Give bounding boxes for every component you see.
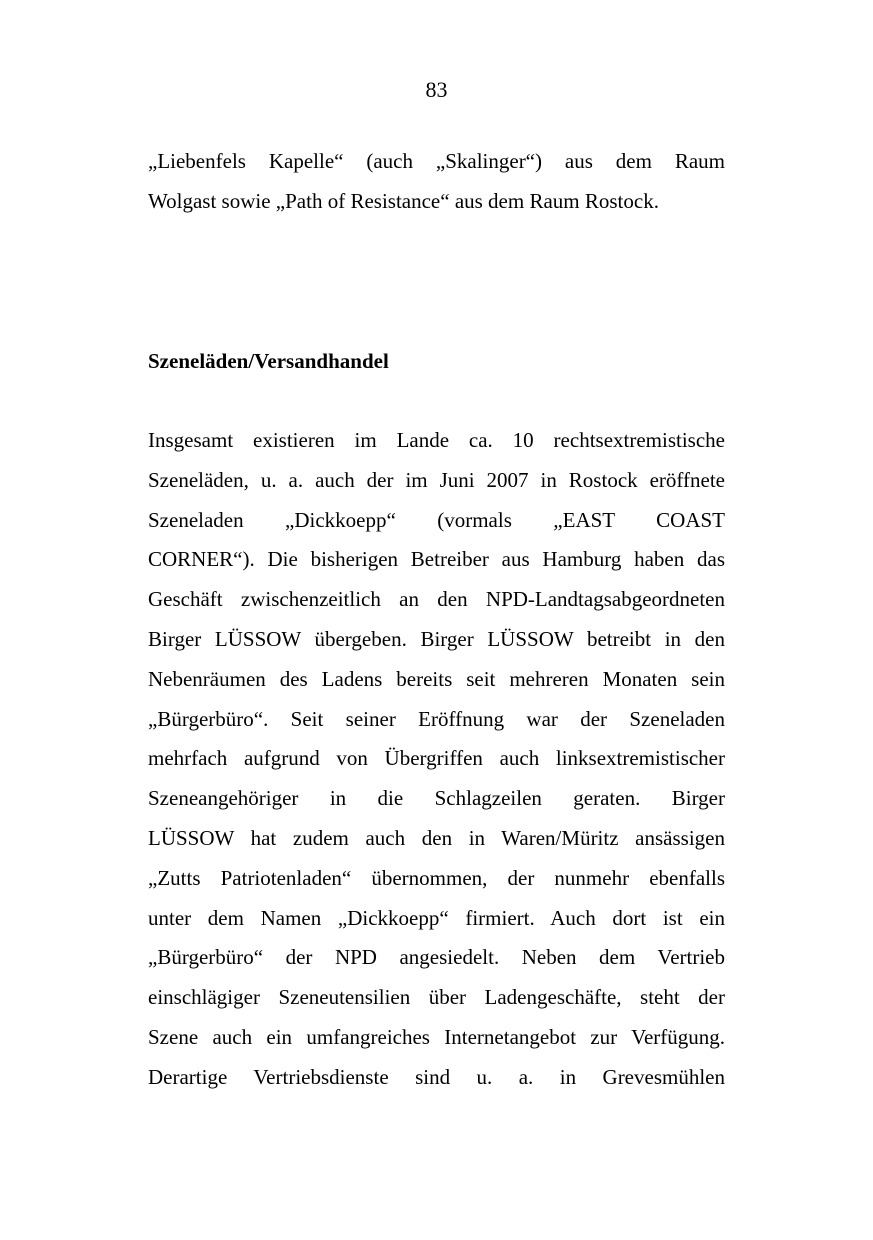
- text-line: Nebenräumen des Ladens bereits seit mehreren Monaten sein: [148, 666, 725, 691]
- text-line: „Zutts Patriotenladen“ übernommen, der nunmehr ebenfalls: [148, 865, 725, 890]
- text-line: LÜSSOW hat zudem auch den in Waren/Müritz ansässigen: [148, 825, 725, 850]
- text-line: „Liebenfels Kapelle“ (auch „Skalinger“) aus dem Raum: [148, 149, 725, 173]
- text-line: CORNER“). Die bisherigen Betreiber aus Hamburg haben das: [148, 547, 725, 572]
- text-line: Birger LÜSSOW übergeben. Birger LÜSSOW betreibt in den: [148, 626, 725, 651]
- section-heading: Szeneläden/Versandhandel: [148, 349, 389, 373]
- text-line: Insgesamt existieren im Lande ca. 10 rechtsextremistische: [148, 428, 725, 452]
- text-line: Szeneladen „Dickkoepp“ (vormals „EAST COAST: [148, 507, 725, 532]
- body-paragraph: [148, 421, 725, 1098]
- text-line: unter dem Namen „Dickkoepp“ firmiert. Auch dort ist ein: [148, 905, 725, 930]
- intro-paragraph: [148, 142, 725, 222]
- text-line: Szeneläden, u. a. auch der im Juni 2007 in Rostock eröffnete: [148, 467, 725, 492]
- text-line: „Bürgerbüro“. Seit seiner Eröffnung war der Szeneladen: [148, 706, 725, 731]
- page-number: 83: [425, 77, 448, 102]
- text-line: Szene auch ein umfangreiches Internetangebot zur Verfügung.: [148, 1024, 725, 1049]
- text-line: Szeneangehöriger in die Schlagzeilen geraten. Birger: [148, 786, 725, 811]
- text-line: „Bürgerbüro“ der NPD angesiedelt. Neben dem Vertrieb: [148, 945, 725, 970]
- text-line: einschlägiger Szeneutensilien über Ladengeschäfte, steht der: [148, 985, 725, 1010]
- text-line: Geschäft zwischenzeitlich an den NPD-Landtagsabgeordneten: [148, 587, 725, 612]
- text-line: mehrfach aufgrund von Übergriffen auch linksextremistischer: [148, 746, 725, 771]
- text-line: Wolgast sowie „Path of Resistance“ aus dem Raum Rostock.: [148, 188, 659, 213]
- text-line: Derartige Vertriebsdienste sind u. a. in Grevesmühlen: [148, 1064, 725, 1089]
